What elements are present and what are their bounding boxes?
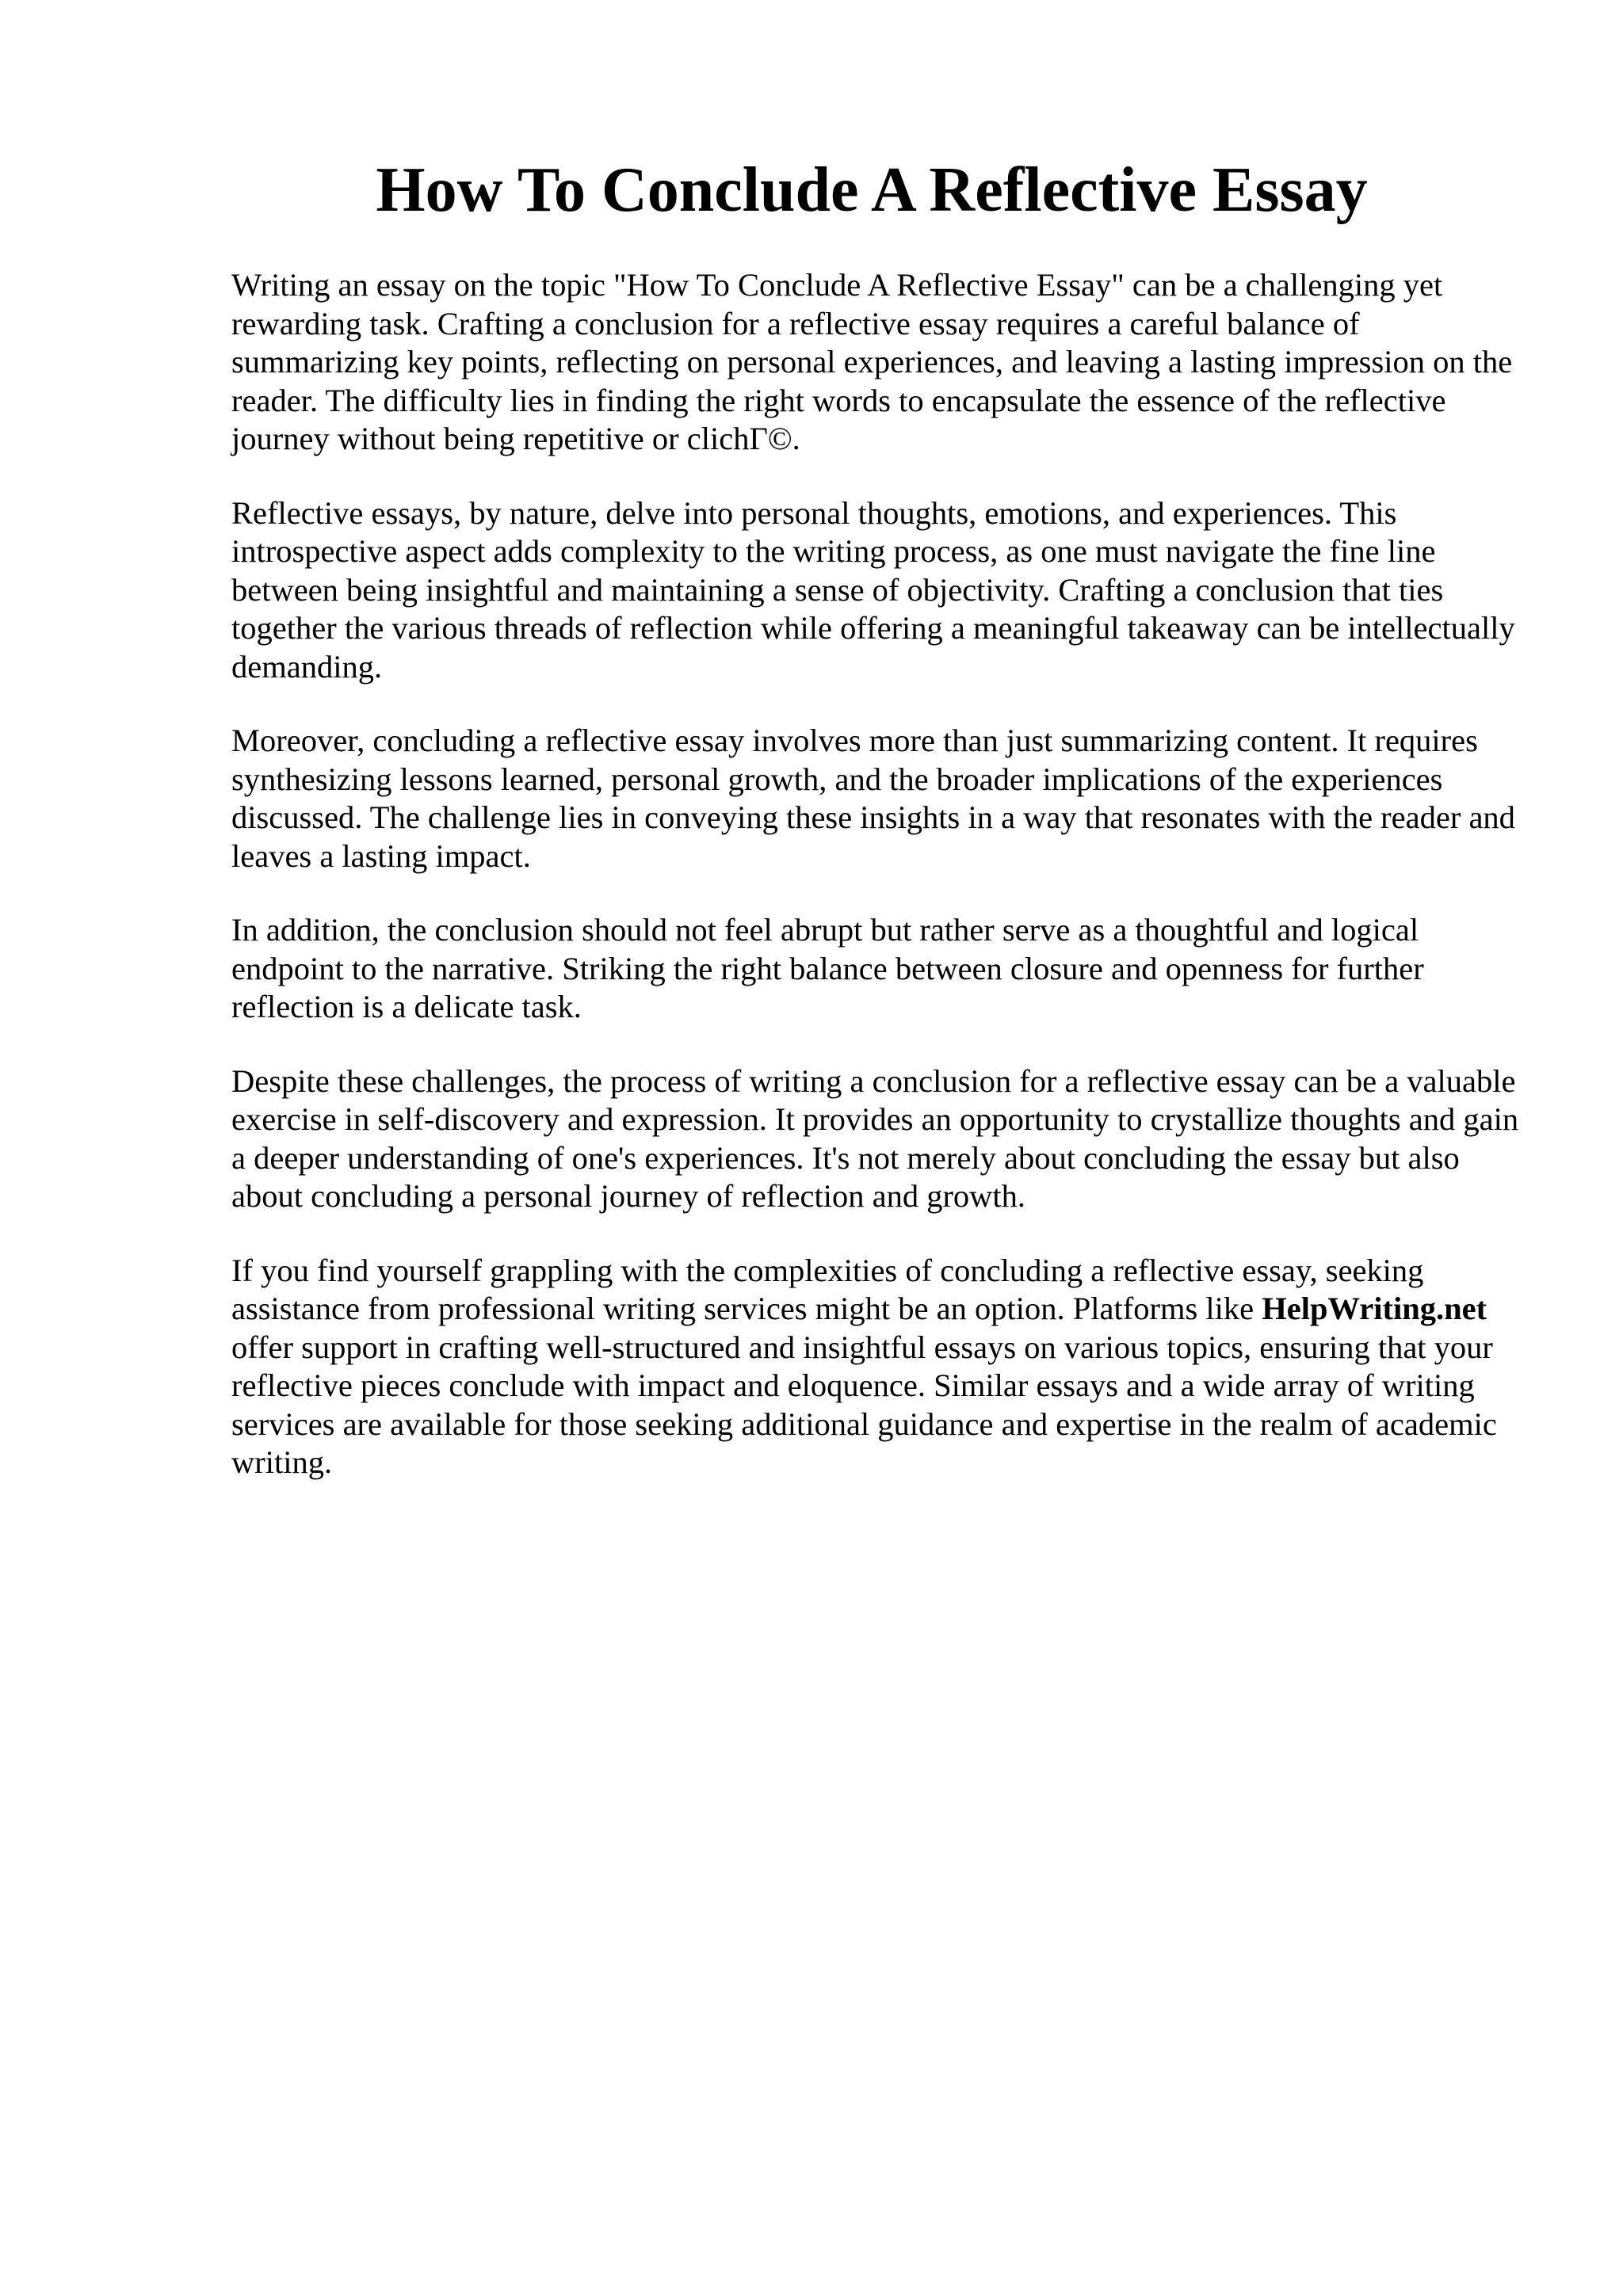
- paragraph-1: Writing an essay on the topic "How To Conclude A Reflective Essay" can be a challenging yet rewarding task. Crafting a conclusion for a reflective essay requires a careful balance of summarizing key points, reflecting on personal experiences, and leaving a lasting impression on the reader. The difficulty lies in finding the right words to encapsulate the essence of the reflective journey without being repetitive or clichΓ©.: [231, 267, 1513, 456]
- paragraph-4: In addition, the conclusion should not feel abrupt but rather serve as a thoughtful and logical endpoint to the narrative. Striking the right balance between closure and openness for further reflection is a delicate task.: [231, 912, 1424, 1024]
- page-title: How To Conclude A Reflective Essay: [376, 155, 1368, 225]
- paragraph-6-lead: If you find yourself grappling with the complexities of concluding a reflective essay, seeking assistance from professional writing services might be an option. Platforms like: [231, 1252, 1424, 1326]
- paragraph-3: Moreover, concluding a reflective essay involves more than just summarizing content. It requires synthesizing lessons learned, personal growth, and the broader implications of the experiences discussed. The challenge lies in conveying these insights in a way that resonates with the reader and leaves a lasting impact.: [231, 723, 1515, 874]
- helpwriting-link[interactable]: HelpWriting.net: [1262, 1291, 1487, 1326]
- paragraph-2: Reflective essays, by nature, delve into personal thoughts, emotions, and experiences. This introspective aspect adds complexity to the writing process, as one must navigate the fine line between being insightful and maintaining a sense of objectivity. Crafting a conclusion that ties together the various threads of reflection while offering a meaningful takeaway can be intellectually demanding.: [231, 494, 1515, 685]
- essay-body: [231, 266, 1531, 1518]
- paragraph-6-tail: offer support in crafting well-structured and insightful essays on various topics, ensuring that your reflective pieces conclude with impact and eloquence. Similar essays and a wide array of writing services are available for those seeking additional guidance and expertise in the realm of academic writing.: [231, 1329, 1497, 1480]
- paragraph-5: Despite these challenges, the process of writing a conclusion for a reflective essay can be a valuable exercise in self-discovery and expression. It provides an opportunity to crystallize thoughts and gain a deeper understanding of one's experiences. It's not merely about concluding the essay but also about concluding a personal journey of reflection and growth.: [231, 1062, 1519, 1214]
- paragraph-6: [231, 1252, 1531, 1482]
